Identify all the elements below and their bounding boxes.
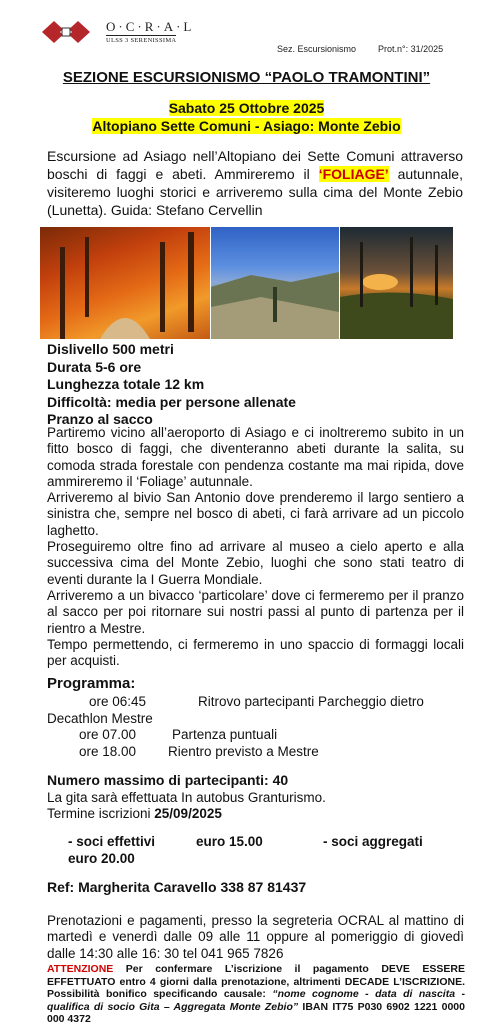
bus-info: La gita sarà effettuata In autobus Granturismo. (47, 790, 326, 805)
paragraph: Arriveremo a un bivacco ‘particolare’ dove ci fermeremo per il pranzo al sacco per poi ritornare sui nostri passi al punto di partenza per il rientro a Mestre. (47, 587, 464, 636)
fee-aggregate-price: euro 20.00 (68, 851, 135, 866)
section-label: Sez. Escursionismo (277, 44, 357, 54)
schedule-desc-cont: Decathlon Mestre (47, 711, 153, 726)
intro-text-1: Escursione ad Asiago nell’Altopiano dei Sette Comuni attraverso boschi di faggi e abeti. Ammireremo il (47, 148, 463, 182)
contact-reference: Ref: Margherita Caravello 338 87 81437 (47, 879, 307, 895)
fee-members-price: euro 15.00 (196, 834, 263, 849)
intro-paragraph (47, 147, 463, 219)
deadline-label: Termine iscrizioni (47, 806, 155, 821)
photo-mountain-view (211, 227, 339, 339)
ocral-logo (38, 16, 195, 48)
event-date-text: Sabato 25 Ottobre 2025 (168, 100, 325, 116)
logo-name: O·C·R·A·L (106, 19, 195, 34)
page-title: SEZIONE ESCURSIONISMO “PAOLO TRAMONTINI” (62, 69, 431, 86)
registration-deadline (47, 806, 222, 821)
max-participants: Numero massimo di partecipanti: 40 (47, 772, 289, 788)
programme-title-text: Programma (47, 675, 131, 692)
programme-title (47, 675, 135, 692)
spec-length: Lunghezza totale 12 km (47, 376, 205, 392)
notice-text: Per confermare L’iscrizione il pagamento DEVE ESSERE EFFETTUATO entro 4 giorni dalla prenotazione, altrimenti DECADE L’ISCRIZIONE. Possibilità bonifico specificando causale: (47, 963, 465, 1000)
photo-autumn-forest (40, 227, 210, 339)
deadline-date: 25/09/2025 (154, 806, 222, 821)
schedule-desc: Partenza puntuali (172, 727, 278, 742)
schedule-time: ore 18.00 (79, 744, 137, 759)
intro-text-2: autunnale, visiteremo luoghi storici e arriveremo sulla cima del Monte Zebio (Lunetta). Guida: Stefano Cervellin (47, 166, 463, 218)
trip-specs (47, 341, 296, 429)
attention-label: ATTENZIONE (47, 963, 114, 975)
paragraph: Proseguiremo oltre fino ad arrivare al museo a cielo aperto e alla successiva cima del Monte Zebio, luoghi che sono stati teatro di eventi durante la I Guerra Mondiale. (47, 539, 464, 587)
paragraph: Tempo permettendo, ci fermeremo in uno spaccio di formaggi locali per acquisti. (47, 636, 464, 669)
notice-iban: IBAN IT75 P030 6902 1221 0000 000 4372 (47, 1000, 465, 1024)
event-place (0, 118, 493, 134)
photo-sunset-meadow (340, 227, 453, 339)
spec-duration: Durata 5-6 ore (47, 358, 142, 375)
spec-difficulty: Difficoltà: media per persone allenate (47, 393, 296, 410)
payment-notice (47, 963, 465, 1024)
event-date (0, 100, 493, 116)
foliage-highlight: ‘FOLIAGE’ (318, 166, 389, 182)
schedule-desc: Ritrovo partecipanti Parcheggio dietro (198, 694, 424, 709)
fee-members-label: - soci effettivi (68, 834, 156, 849)
paragraph: Partiremo vicino all’aeroporto di Asiago e ci inoltreremo subito in un fitto bosco di faggi, che diventeranno abeti durante la salita, su comoda strada forestale con pendenza costante ma mai ripida, dove ammireremo il ‘Foliage’ autunnale. (47, 425, 464, 489)
fee-aggregate-label: - soci aggregati (323, 834, 423, 849)
protocol-number: Prot.n°: 31/2025 (378, 44, 444, 54)
ocral-logo-icon (40, 18, 92, 46)
logo-subtitle: ULSS 3 SERENISSIMA (106, 37, 177, 44)
event-place-text: Altopiano Sette Comuni - Asiago: Monte Zebio (92, 118, 401, 134)
description (47, 425, 464, 669)
booking-info: Prenotazioni e pagamenti, presso la segreteria OCRAL al mattino di martedì e venerdì dalle 09 alle 11 oppure al pomeriggio di giovedì dalle 14:30 alle 16: 30 tel 041 965 7826 (47, 913, 464, 961)
spec-lunch: Pranzo al sacco (47, 411, 153, 427)
schedule-desc: Rientro previsto a Mestre (168, 744, 319, 759)
schedule-time: ore 07.00 (79, 727, 137, 742)
spec-elevation: Dislivello 500 metri (47, 341, 174, 357)
programme-title-colon: : (130, 675, 136, 692)
schedule-time: ore 06:45 (89, 694, 147, 709)
paragraph: Arriveremo al bivio San Antonio dove prenderemo il largo sentiero a sinistra che, sempre nel bosco di abeti, ci farà arrivare ad un piccolo laghetto. (47, 490, 464, 538)
notice-causale: “nome cognome - data di nascita - qualifica di socio Gita – Aggregata Monte Zebio” (47, 988, 465, 1013)
